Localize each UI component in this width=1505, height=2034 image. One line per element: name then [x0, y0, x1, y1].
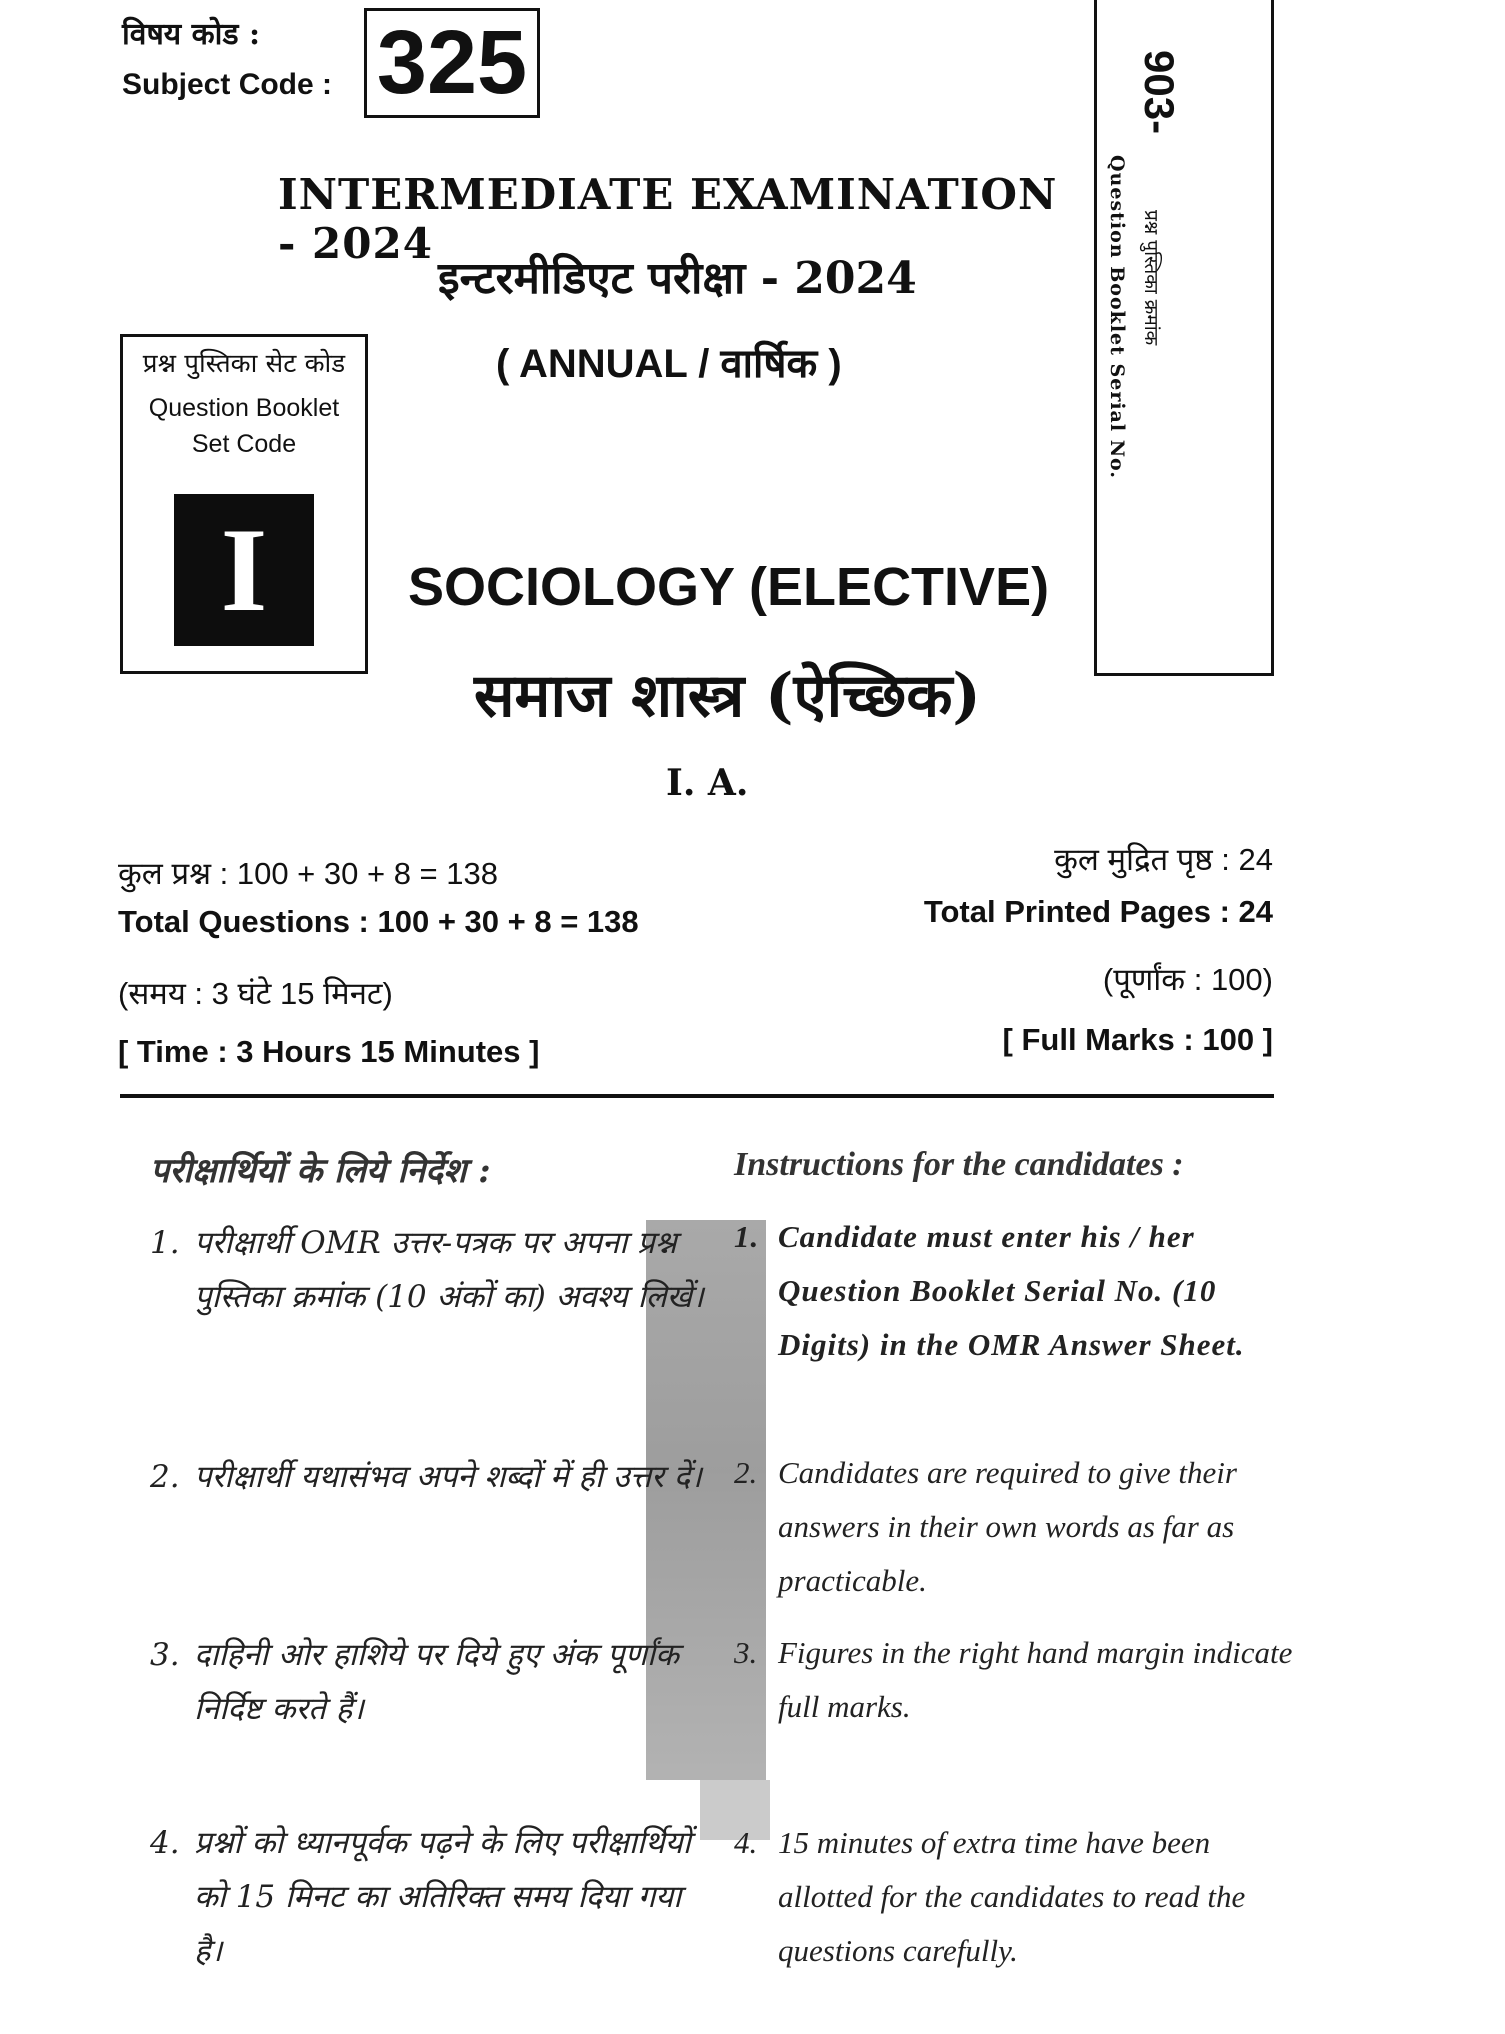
instructions-heading-hi: परीक्षार्थियों के लिये निर्देश : [150, 1151, 491, 1191]
course-name: I. A. [666, 762, 749, 804]
printed-pages-hi: कुल मुद्रित पृष्ठ : 24 [1054, 842, 1273, 877]
instruction-3-en [734, 1626, 1304, 1734]
set-code-label-hi: प्रश्न पुस्तिका सेट कोड [142, 349, 346, 379]
exam-title-hi: इन्टरमीडिएट परीक्षा - 2024 [438, 253, 917, 304]
exam-session: ( ANNUAL / वार्षिक ) [496, 342, 842, 386]
instruction-3-hi [150, 1628, 710, 1736]
instruction-3-number: 3. [150, 1637, 180, 1673]
instruction-3-en-text: Figures in the right hand margin indicate full marks. [778, 1635, 1293, 1724]
serial-label-hi: प्रश्न पुस्तिका क्रमांक [1140, 210, 1162, 346]
instruction-2-en-text: Candidates are required to give their answers in their own words as far as practicable. [778, 1455, 1237, 1598]
total-questions-hi: कुल प्रश्न : 100 + 30 + 8 = 138 [118, 856, 498, 891]
time-hi: (समय : 3 घंटे 15 मिनट) [118, 976, 393, 1011]
divider-rule [120, 1094, 1274, 1098]
instruction-1-en-number: 1. [734, 1219, 760, 1254]
total-questions-en: Total Questions : 100 + 30 + 8 = 138 [118, 904, 639, 939]
instruction-4-hi-text: प्रश्नों को ध्यानपूर्वक पढ़ने के लिए परीक्षार्थियों को 15 मिनट का अतिरिक्त समय दिया गया है। [194, 1825, 691, 1969]
full-marks-hi: (पूर्णांक : 100) [1102, 962, 1273, 997]
instruction-2-hi [150, 1450, 710, 1504]
instruction-4-hi [150, 1816, 710, 1978]
subject-name-en: SOCIOLOGY (ELECTIVE) [408, 557, 1050, 617]
time-en: [ Time : 3 Hours 15 Minutes ] [118, 1034, 540, 1069]
instructions-heading-en: Instructions for the candidates : [734, 1146, 1184, 1183]
instruction-2-number: 2. [150, 1459, 180, 1495]
instruction-3-en-number: 3. [734, 1635, 758, 1670]
instruction-4-number: 4. [150, 1825, 180, 1861]
instruction-2-hi-text: परीक्षार्थी यथासंभव अपने शब्दों में ही उत्तर दें। [194, 1459, 702, 1495]
instruction-1-number: 1. [150, 1225, 180, 1261]
set-code-label-en [128, 390, 360, 462]
subject-code-label-en: Subject Code : [122, 68, 333, 101]
instruction-4-en-text: 15 minutes of extra time have been allotted for the candidates to read the questions carefully. [778, 1825, 1246, 1968]
subject-code-box: 325 [364, 8, 540, 118]
subject-code-labels [122, 10, 332, 110]
serial-number: 903- [1136, 50, 1183, 135]
instruction-4-en-number: 4. [734, 1825, 758, 1860]
instruction-1-hi-text: परीक्षार्थी OMR उत्तर-पत्रक पर अपना प्रश्न पुस्तिका क्रमांक (10 अंकों का) अवश्य लिखें। [194, 1225, 704, 1315]
printed-pages-en: Total Printed Pages : 24 [923, 894, 1273, 929]
full-marks-en: [ Full Marks : 100 ] [1002, 1022, 1273, 1057]
instruction-1-en-text: Candidate must enter his / her Question Booklet Serial No. (10 Digits) in the OMR Answer Sheet. [778, 1219, 1245, 1362]
instruction-1-hi [150, 1216, 710, 1324]
instruction-2-en [734, 1446, 1304, 1608]
serial-label-en: Question Booklet Serial No. [1106, 155, 1128, 480]
instruction-2-en-number: 2. [734, 1455, 758, 1490]
instruction-3-hi-text: दाहिनी ओर हाशिये पर दिये हुए अंक पूर्णांक निर्दिष्ट करते हैं। [194, 1637, 679, 1727]
set-code-label-en-line1: Question Booklet [148, 394, 340, 422]
exam-title-en: INTERMEDIATE EXAMINATION - 2024 [278, 170, 1058, 268]
set-code-value: I [174, 494, 314, 646]
subject-code-label-hi: विषय कोड : [122, 17, 261, 52]
subject-name-hi: समाज शास्त्र (ऐच्छिक) [474, 661, 981, 731]
instruction-4-en [734, 1816, 1304, 1978]
instruction-1-en [734, 1210, 1304, 1372]
set-code-label-en-line2: Set Code [191, 430, 297, 458]
